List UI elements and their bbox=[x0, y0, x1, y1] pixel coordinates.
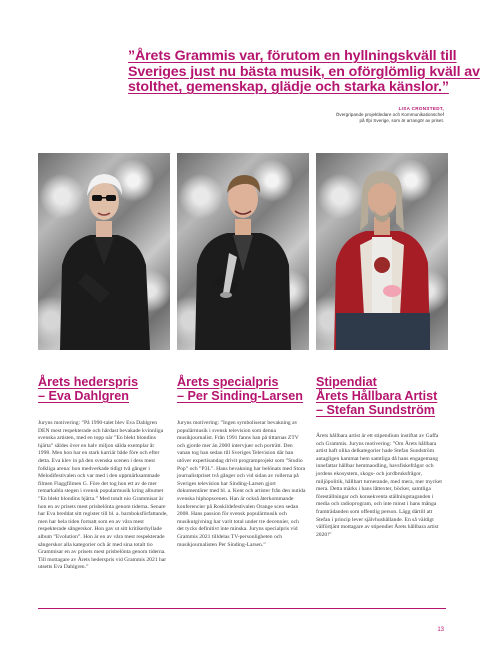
quote-line-3: stolthet, gemenskap, glädje och starka känslor.” bbox=[128, 79, 449, 96]
quote-author-role-1: Övergripande projektledare och Kommunikationschef bbox=[335, 112, 444, 118]
article-heading-eva bbox=[38, 375, 168, 403]
heading-line: Stipendiat bbox=[316, 375, 377, 389]
heading-line: Årets Hållbara Artist bbox=[316, 389, 438, 403]
article-body-per bbox=[177, 420, 307, 549]
body-paragraph: Juryns motivering: ”Ingen symboliserar bevakning av populärmusik i svensk television som denna musikjournalist. Från 1991 fanns han på tittarnas ZTV och gjorde mer än 2000 intervjuer och porträtt. Den vanan tog han sedan till Sveriges Television där han utöver expertisandag drivit programprojekt som ”Studio Pop” och ”P3L”. Hans bevakning har belönats med Stora journalistpriset två gånger och vid sidan av rollerna på Sveriges television har Sinding-Larsen gjort dokumentärer med bl. a. Kent och artister från den nutida svenska hiphopscenen. Han är också återkommande konferencier på Roskildefestivalen Orange scen sedan 2008. Hans passion för svensk populärmusik och musikutgivning har varit total under tre decennier, och det tycks definitivt inte minska. Juryns specialpris vid Grammis 2021 tilldelas TV-personligheten och musikjournalisten Per Sinding-Larsen.” bbox=[177, 420, 306, 548]
article-body-stefan bbox=[316, 433, 446, 539]
article-heading-stefan bbox=[316, 375, 446, 417]
footer-divider bbox=[38, 608, 446, 609]
body-paragraph: Årets hållbara artist är ett stipendium instiftat av Gaffa och Grammis. Juryns motivering: ”Om Årets hållbara artist haft olika delkategorier hade Stefan Sundström antagligen kammat hem samtliga då hans engagemang innefattar hållbar hemmaodling, havsfiskefrågor och jordens ekosystem, skogs- och jordbruksfrågor, miljöpolitik, hållbart turnerande, med mera, mer mycket mera. Detta märks i hans låttexter, böcker, samtliga föreställningar och konsekventa ställningstaganden i media och radioprogram, och inte minst i hans många framträdanden som offentlig person. Lägg därtill att Stefan i princip lever självhushållande. En så väldigt välförtjänt mottagare av stipendiet Årets hållbara artist 2020!” bbox=[316, 433, 442, 538]
page-number: 13 bbox=[437, 627, 444, 633]
article-body-eva bbox=[38, 420, 168, 572]
photo-per-sinding-larsen bbox=[177, 153, 309, 350]
body-paragraph: Juryns motivering: ”På 1990-talet blev Eva Dahlgren DEN mest respekterade och hårdast bevakade kvinnliga svenska artisten, med en topp när ”En blekt blondins hjärta” såldes över en halv miljon sålda exemplar år 1998. Men hon har en stark karriär både före och efter detta. Eva klev in på den svenska scenen i dess mest folkliga arena: hon medverkade tidigt två gånger i Melodifestivalen och var med i den uppmärksammade filmen Flaggfilmen G. Före det tog hon ett av de mer remarkabla stegen i svensk popularmusik kring albumet ”En blekt blondins hjärta.” Med totalt nio Grammisar är hon en av prisets mest prisbelönta genom tiderna. Senare har Eva breddat sitt register till bl. a. barnboksförfattande, men har hela tiden fortsatt som en av våra mest respekterade sångerskor. Hon gav ut sitt kritikerhyllade album ”Evolution”. Hon är en av våra mest respekterade sångerskor alla kategorier och är med sina totalt tio Grammisar en av prisets mest prisbelönta genom tiderna. Till mottagare av Årets hederspris vid Grammis 2021 har utsetts Eva Dahlgren.” bbox=[38, 420, 168, 571]
quote-line-1: ”Årets Grammis var, förutom en hyllningskväll till bbox=[128, 48, 457, 64]
heading-line: – Eva Dahlgren bbox=[38, 389, 129, 403]
heading-line: – Stefan Sundström bbox=[316, 403, 435, 417]
heading-stipendiat bbox=[316, 375, 446, 417]
quote-line-2: Sveriges just nu bästa musik, en oförglömlig kväll av bbox=[128, 63, 480, 80]
pull-quote bbox=[128, 48, 480, 96]
heading-line: – Per Sinding-Larsen bbox=[177, 389, 303, 403]
quote-author-role-2: på Ifpi Sverige, som är arrangör av priset. bbox=[359, 118, 444, 124]
quote-author: LISA CRONSTEDT, bbox=[398, 106, 444, 111]
heading-line: Årets hederspris bbox=[38, 375, 139, 389]
photo-stefan-sundstrom bbox=[316, 153, 448, 350]
article-heading-per bbox=[177, 375, 307, 403]
heading-specialpris bbox=[177, 375, 307, 403]
heading-hederspris bbox=[38, 375, 168, 403]
quote-attribution bbox=[336, 106, 444, 125]
photo-eva-dahlgren bbox=[38, 153, 170, 350]
heading-line: Årets specialpris bbox=[177, 375, 279, 389]
